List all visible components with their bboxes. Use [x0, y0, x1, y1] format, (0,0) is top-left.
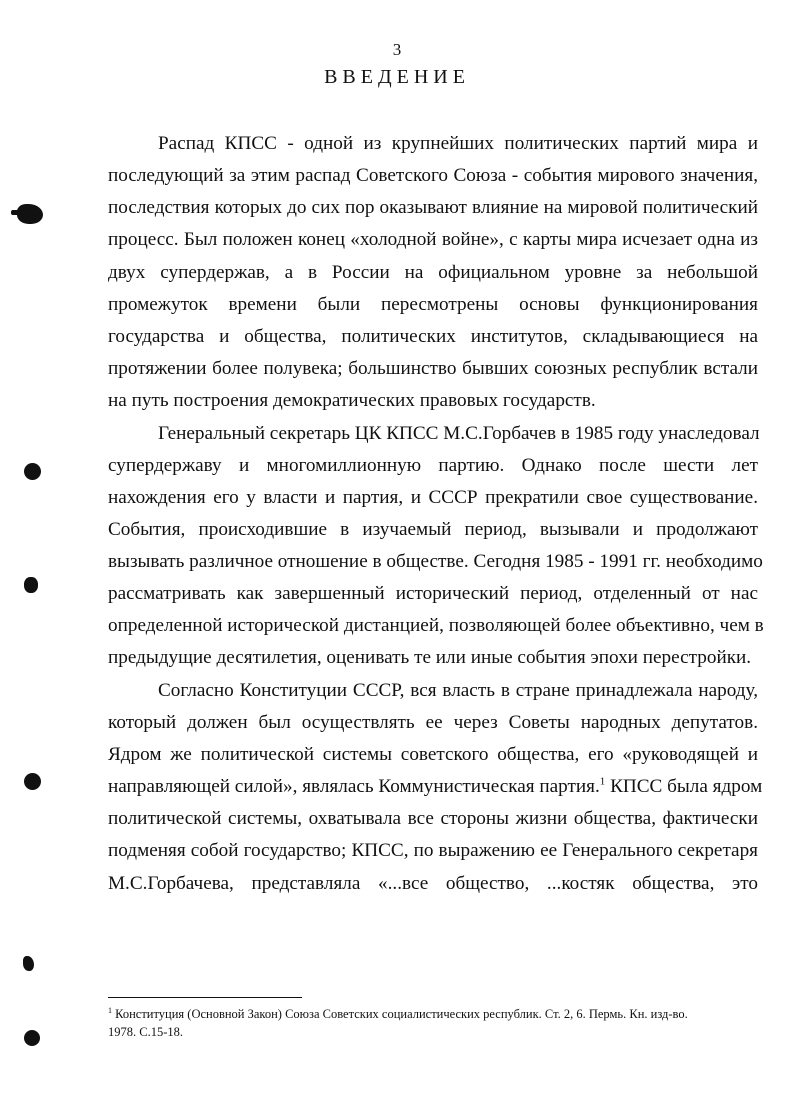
punch-hole-mark — [24, 773, 41, 790]
text-line: Генеральный секретарь ЦК КПСС М.С.Горбачев в 1985 году унаследовал — [158, 423, 760, 444]
scan-mark — [23, 956, 34, 971]
text-line: рассматривать как завершенный исторический период, отделенный от нас — [108, 583, 758, 604]
text-line: подменяя собой государство; КПСС, по выражению ее Генерального секретаря — [108, 840, 758, 861]
text-line: протяжении более полувека; большинство бывших союзных республик встали — [108, 358, 758, 379]
text-line: который должен был осуществлять ее через Советы народных депутатов. — [108, 712, 758, 733]
footnote-line — [108, 1006, 758, 1023]
scan-mark — [11, 210, 19, 215]
text-line: промежуток времени были пересмотрены основы функционирования — [108, 294, 758, 315]
text-line: на путь построения демократических правовых государств. — [108, 390, 596, 411]
text-line: государства и общества, политических институтов, складывающиеся на — [108, 326, 758, 347]
page-heading: ВВЕДЕНИЕ — [324, 66, 470, 88]
footnote-marker: 1 — [108, 1005, 112, 1015]
footnote-line: 1978. С.15-18. — [108, 1025, 183, 1039]
text-line: процесс. Был положен конец «холодной войне», с карты мира исчезает одна из — [108, 229, 758, 250]
punch-hole-mark — [24, 463, 41, 480]
text-line: последующий за этим распад Советского Союза - события мирового значения, — [108, 165, 758, 186]
scan-mark — [17, 204, 43, 224]
footnote-separator — [108, 997, 302, 998]
text-line: События, происходившие в изучаемый период, вызывали и продолжают — [108, 519, 758, 540]
text-line: предыдущие десятилетия, оценивать те или иные события эпохи перестройки. — [108, 647, 752, 668]
text-line: Согласно Конституции СССР, вся власть в стране принадлежала народу, — [158, 680, 758, 701]
text-line: Распад КПСС - одной из крупнейших политических партий мира и — [158, 133, 758, 154]
scan-mark — [24, 577, 38, 593]
text-line: М.С.Горбачева, представляла «...все общество, ...костяк общества, это — [108, 873, 758, 894]
text-line: двух супердержав, а в России на официальном уровне за небольшой — [108, 262, 758, 283]
text-line: супердержаву и многомиллионную партию. Однако после шести лет — [108, 455, 758, 476]
text-line: нахождения его у власти и партия, и СССР прекратили свое существование. — [108, 487, 758, 508]
footnote-reference: 1 — [599, 775, 606, 788]
punch-hole-mark — [24, 1030, 40, 1046]
text-segment: направляющей силой», являлась Коммунистическая партия. — [108, 776, 600, 797]
text-line: определенной исторической дистанцией, позволяющей более объективно, чем в — [108, 615, 764, 636]
footnote-text: Конституция (Основной Закон) Союза Советских социалистических республик. Ст. 2, 6. Пермь. Кн. изд-во. — [115, 1007, 688, 1021]
text-line: Ядром же политической системы советского общества, его «руководящей и — [108, 744, 758, 765]
text-line: последствия которых до сих пор оказывают влияние на мировой политический — [108, 197, 758, 218]
text-line: политической системы, охватывала все стороны жизни общества, фактически — [108, 808, 758, 829]
page-number: 3 — [392, 40, 402, 59]
text-segment: КПСС была ядром — [610, 776, 763, 797]
text-line: вызывать различное отношение в обществе. Сегодня 1985 - 1991 гг. необходимо — [108, 551, 763, 572]
text-line — [108, 771, 763, 803]
